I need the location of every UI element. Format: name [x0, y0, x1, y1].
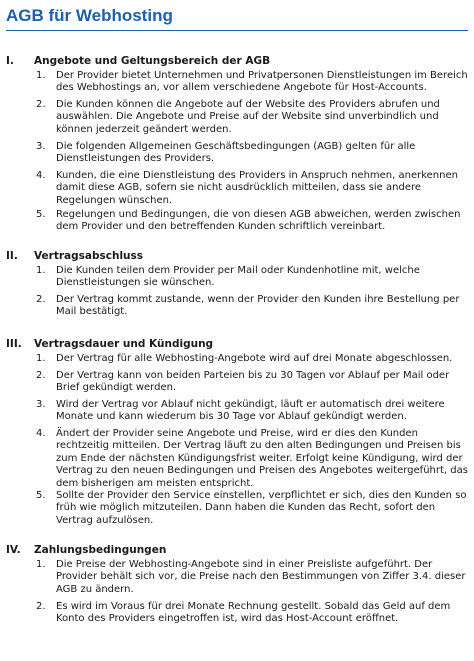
title-divider [6, 30, 468, 31]
text-line: Der Vertrag für alle Webhosting-Angebote wird auf drei Monate abgeschlossen. [56, 353, 453, 364]
list-item-text [56, 209, 474, 234]
list-item-number: 3. [36, 141, 46, 152]
page-title: AGB für Webhosting [6, 6, 173, 25]
list-item-text [56, 170, 474, 207]
text-line: zum Ende der nächsten Kündigungsfrist weiter. Erfolgt keine Kündigung, wird der [56, 452, 463, 464]
list-item-text [56, 428, 474, 490]
section-title: Vertragsdauer und Kündigung [34, 338, 214, 350]
text-line: Kunden, die eine Dienstleistung des Providers in Anspruch nehmen, anerkennen [56, 170, 458, 181]
list-item-number: 1. [36, 265, 46, 276]
list-item-number: 1. [36, 353, 46, 364]
list-item [36, 353, 468, 365]
text-line: Die Kunden teilen dem Provider per Mail oder Kundenhotline mit, welche [56, 265, 420, 276]
list-item-text [56, 294, 474, 319]
text-line: Die folgenden Allgemeinen Geschäftsbedingungen (AGB) gelten für alle [56, 141, 416, 152]
list-item-text [56, 399, 474, 424]
list-item-number: 4. [36, 428, 46, 439]
section-number: IV. [6, 544, 21, 556]
list-item [36, 265, 468, 290]
list-item [36, 294, 468, 319]
list-item-number: 5. [36, 209, 46, 220]
text-line: Die Preise der Webhosting-Angebote sind in einer Preisliste aufgeführt. Der [56, 559, 433, 570]
list-item-text [56, 370, 474, 395]
list-item [36, 490, 468, 527]
text-line: Regelungen wünschen. [56, 194, 173, 206]
list-item [36, 70, 468, 95]
text-line: Der Provider bietet Unternehmen und Privatpersonen Dienstleistungen im Bereich [56, 70, 468, 81]
list-item-text [56, 265, 474, 290]
text-line: des Webhostings an, vor allem verschiedene Angebote für Host-Accounts. [56, 82, 427, 94]
text-line: Regelungen und Bedingungen, die von diesen AGB abweichen, werden zwischen [56, 209, 461, 220]
list-item-number: 2. [36, 294, 46, 305]
list-item [36, 399, 468, 424]
list-item [36, 141, 468, 166]
text-line: dem bisherigen am meisten entspricht. [56, 477, 254, 489]
list-item-number: 2. [36, 370, 46, 381]
section-heading [6, 54, 270, 68]
list-item [36, 559, 468, 596]
text-line: rechtzeitig mitteilen. Der Vertrag läuft zu den alten Bedingungen und Preisen bis [56, 440, 461, 452]
text-line: Mail bestätigt. [56, 306, 128, 318]
list-item [36, 370, 468, 395]
text-line: damit diese AGB, sofern sie nicht ausdrücklich mitteilen, dass sie andere [56, 182, 422, 194]
section-title: Angebote und Geltungsbereich der AGB [34, 55, 271, 67]
text-line: Monate und kann wiederum bis 30 Tage vor Ablauf gekündigt werden. [56, 411, 407, 423]
list-item-number: 1. [36, 70, 46, 81]
section-number: I. [6, 55, 14, 67]
text-line: Konto des Providers eingetroffen ist, wird das Host-Account eröffnet. [56, 613, 399, 625]
text-line: AGB zu ändern. [56, 583, 134, 595]
text-line: Provider behält sich vor, die Preise nach den Bestimmungen von Ziffer 3.4. dieser [56, 571, 466, 583]
list-item-text [56, 559, 474, 596]
list-item [36, 99, 468, 136]
list-item [36, 209, 468, 234]
section-title: Zahlungsbedingungen [34, 544, 167, 556]
text-line: Brief gekündigt werden. [56, 382, 177, 394]
text-line: können jederzeit geändert werden. [56, 123, 232, 135]
list-item-number: 5. [36, 490, 46, 501]
text-line: Vertrag zu den neuen Bedingungen und Preisen des Angebotes weitergeführt, das [56, 465, 468, 477]
text-line: Es wird im Voraus für drei Monate Rechnung gestellt. Sobald das Geld auf dem [56, 601, 451, 612]
text-line: Die Kunden können die Angebote auf der Website des Providers abrufen und [56, 99, 440, 110]
list-item-text [56, 70, 474, 95]
text-line: Vertrag aufzulösen. [56, 514, 154, 526]
list-item-text [56, 601, 474, 626]
section-heading [6, 337, 213, 351]
list-item [36, 601, 468, 626]
list-item-number: 2. [36, 99, 46, 110]
list-item-text [56, 99, 474, 136]
list-item [36, 428, 468, 490]
text-line: Der Vertrag kann von beiden Parteien bis zu 30 Tagen vor Ablauf per Mail oder [56, 370, 450, 381]
list-item-number: 3. [36, 399, 46, 410]
text-line: früh wie möglich mitzuteilen. Dann haben die Kunden das Recht, sofort den [56, 502, 436, 514]
text-line: Wird der Vertrag vor Ablauf nicht gekündigt, läuft er automatisch drei weitere [56, 399, 445, 410]
list-item-number: 4. [36, 170, 46, 181]
section-heading [6, 543, 166, 557]
section-number: III. [6, 338, 22, 350]
list-item-number: 2. [36, 601, 46, 612]
list-item-text [56, 353, 474, 365]
section-heading [6, 249, 143, 263]
text-line: Sollte der Provider den Service einstellen, verpflichtet er sich, dies den Kunden so [56, 490, 467, 501]
text-line: Dienstleistungen des Providers. [56, 153, 215, 165]
list-item-number: 1. [36, 559, 46, 570]
text-line: Ändert der Provider seine Angebote und Preise, wird er dies den Kunden [56, 428, 418, 439]
section-title: Vertragsabschluss [34, 250, 144, 262]
text-line: Dienstleistungen sie wünschen. [56, 277, 215, 289]
list-item-text [56, 490, 474, 527]
text-line: auswählen. Die Angebote und Preise auf der Website sind unverbindlich und [56, 111, 439, 123]
list-item-text [56, 141, 474, 166]
list-item [36, 170, 468, 207]
text-line: dem Provider und den betreffenden Kunden schriftlich vereinbart. [56, 221, 386, 233]
text-line: Der Vertrag kommt zustande, wenn der Provider den Kunden ihre Bestellung per [56, 294, 460, 305]
section-number: II. [6, 250, 18, 262]
